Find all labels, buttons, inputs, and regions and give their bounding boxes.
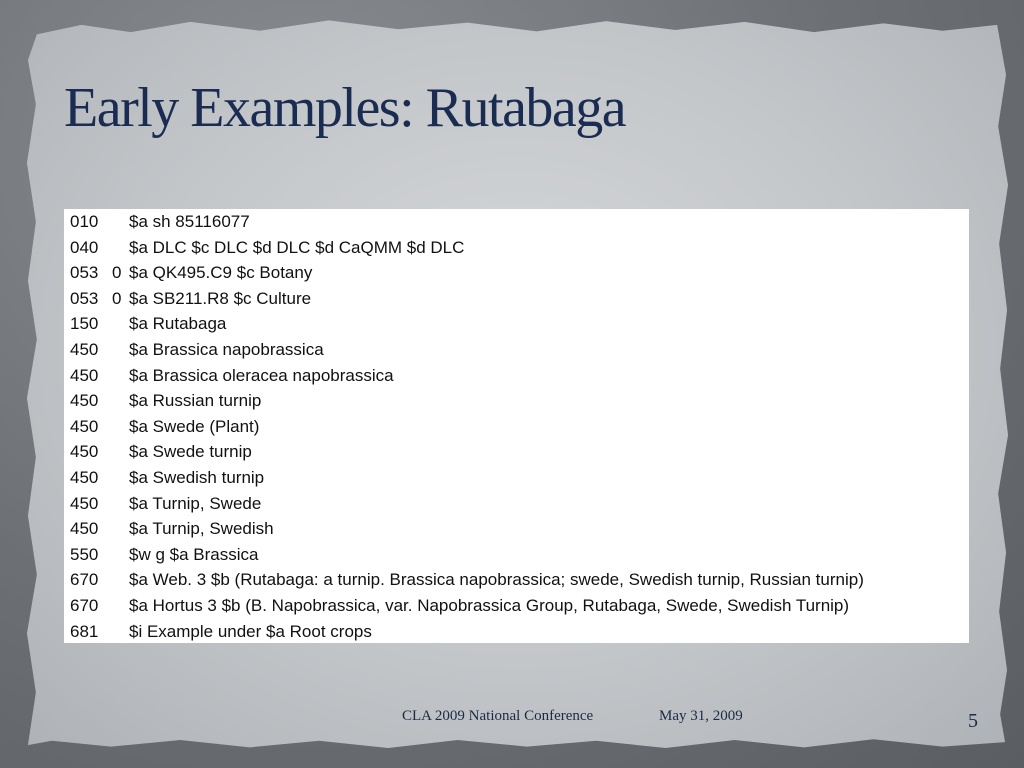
field-tag: 681: [70, 621, 99, 641]
field-content: $a Rutabaga: [129, 314, 227, 334]
slide-title: Early Examples: Rutabaga: [64, 77, 626, 139]
field-tag: 450: [70, 416, 99, 436]
field-content: $a SB211.R8 $c Culture: [129, 288, 312, 308]
record-row: [64, 593, 969, 619]
record-row: [64, 465, 969, 491]
field-indicator: 0: [112, 263, 122, 283]
field-tag: 450: [70, 339, 99, 359]
field-tag: 053: [70, 263, 99, 283]
slide-number: 5: [968, 710, 978, 732]
record-row: [64, 491, 969, 517]
field-content: $a sh 85116077: [129, 212, 250, 231]
record-row: [64, 235, 969, 261]
field-indicator: 0: [112, 288, 122, 308]
field-content: $a Russian turnip: [129, 391, 262, 411]
field-content: $a Swedish turnip: [129, 467, 265, 487]
record-row: [64, 439, 969, 465]
record-row: [64, 567, 969, 593]
field-tag: 450: [70, 493, 99, 513]
field-tag: 010: [70, 212, 99, 231]
record-row: [64, 363, 969, 389]
record-row: [64, 619, 969, 645]
field-content: $a Brassica oleracea napobrassica: [129, 365, 394, 385]
field-content: $a QK495.C9 $c Botany: [129, 263, 313, 283]
record-row: [64, 542, 969, 568]
field-content: $a Web. 3 $b (Rutabaga: a turnip. Brassica napobrassica; swede, Swedish turnip, Russian turnip): [129, 570, 864, 590]
field-tag: 053: [70, 288, 99, 308]
record-row: [64, 286, 969, 312]
field-tag: 450: [70, 519, 99, 539]
record-row: [64, 337, 969, 363]
field-tag: 450: [70, 467, 99, 487]
field-content: $a Swede (Plant): [129, 416, 260, 436]
field-content: $a Turnip, Swede: [129, 493, 262, 513]
field-tag: 670: [70, 595, 99, 615]
field-tag: 550: [70, 544, 99, 564]
record-row: [64, 414, 969, 440]
record-row: [64, 516, 969, 542]
record-row: [64, 311, 969, 337]
field-tag: 450: [70, 365, 99, 385]
field-tag: 040: [70, 237, 99, 257]
field-tag: 670: [70, 570, 99, 590]
field-content: $a Hortus 3 $b (B. Napobrassica, var. Napobrassica Group, Rutabaga, Swede, Swedish Turnip): [129, 595, 850, 615]
field-content: $a Brassica napobrassica: [129, 339, 324, 359]
record-row: [64, 388, 969, 414]
field-tag: 450: [70, 442, 99, 462]
field-tag: 450: [70, 391, 99, 411]
record-row: [64, 260, 969, 286]
field-content: $w g $a Brassica: [129, 544, 259, 564]
field-content: $a Turnip, Swedish: [129, 519, 274, 539]
footer-conference: CLA 2009 National Conference: [402, 708, 594, 724]
field-tag: 150: [70, 314, 99, 334]
marc-record-image: [64, 209, 969, 643]
footer-date: May 31, 2009: [659, 708, 743, 724]
field-content: $a DLC $c DLC $d DLC $d CaQMM $d DLC: [129, 237, 465, 257]
field-content: $i Example under $a Root crops: [129, 621, 372, 641]
record-row: [64, 209, 969, 235]
field-content: $a Swede turnip: [129, 442, 252, 462]
